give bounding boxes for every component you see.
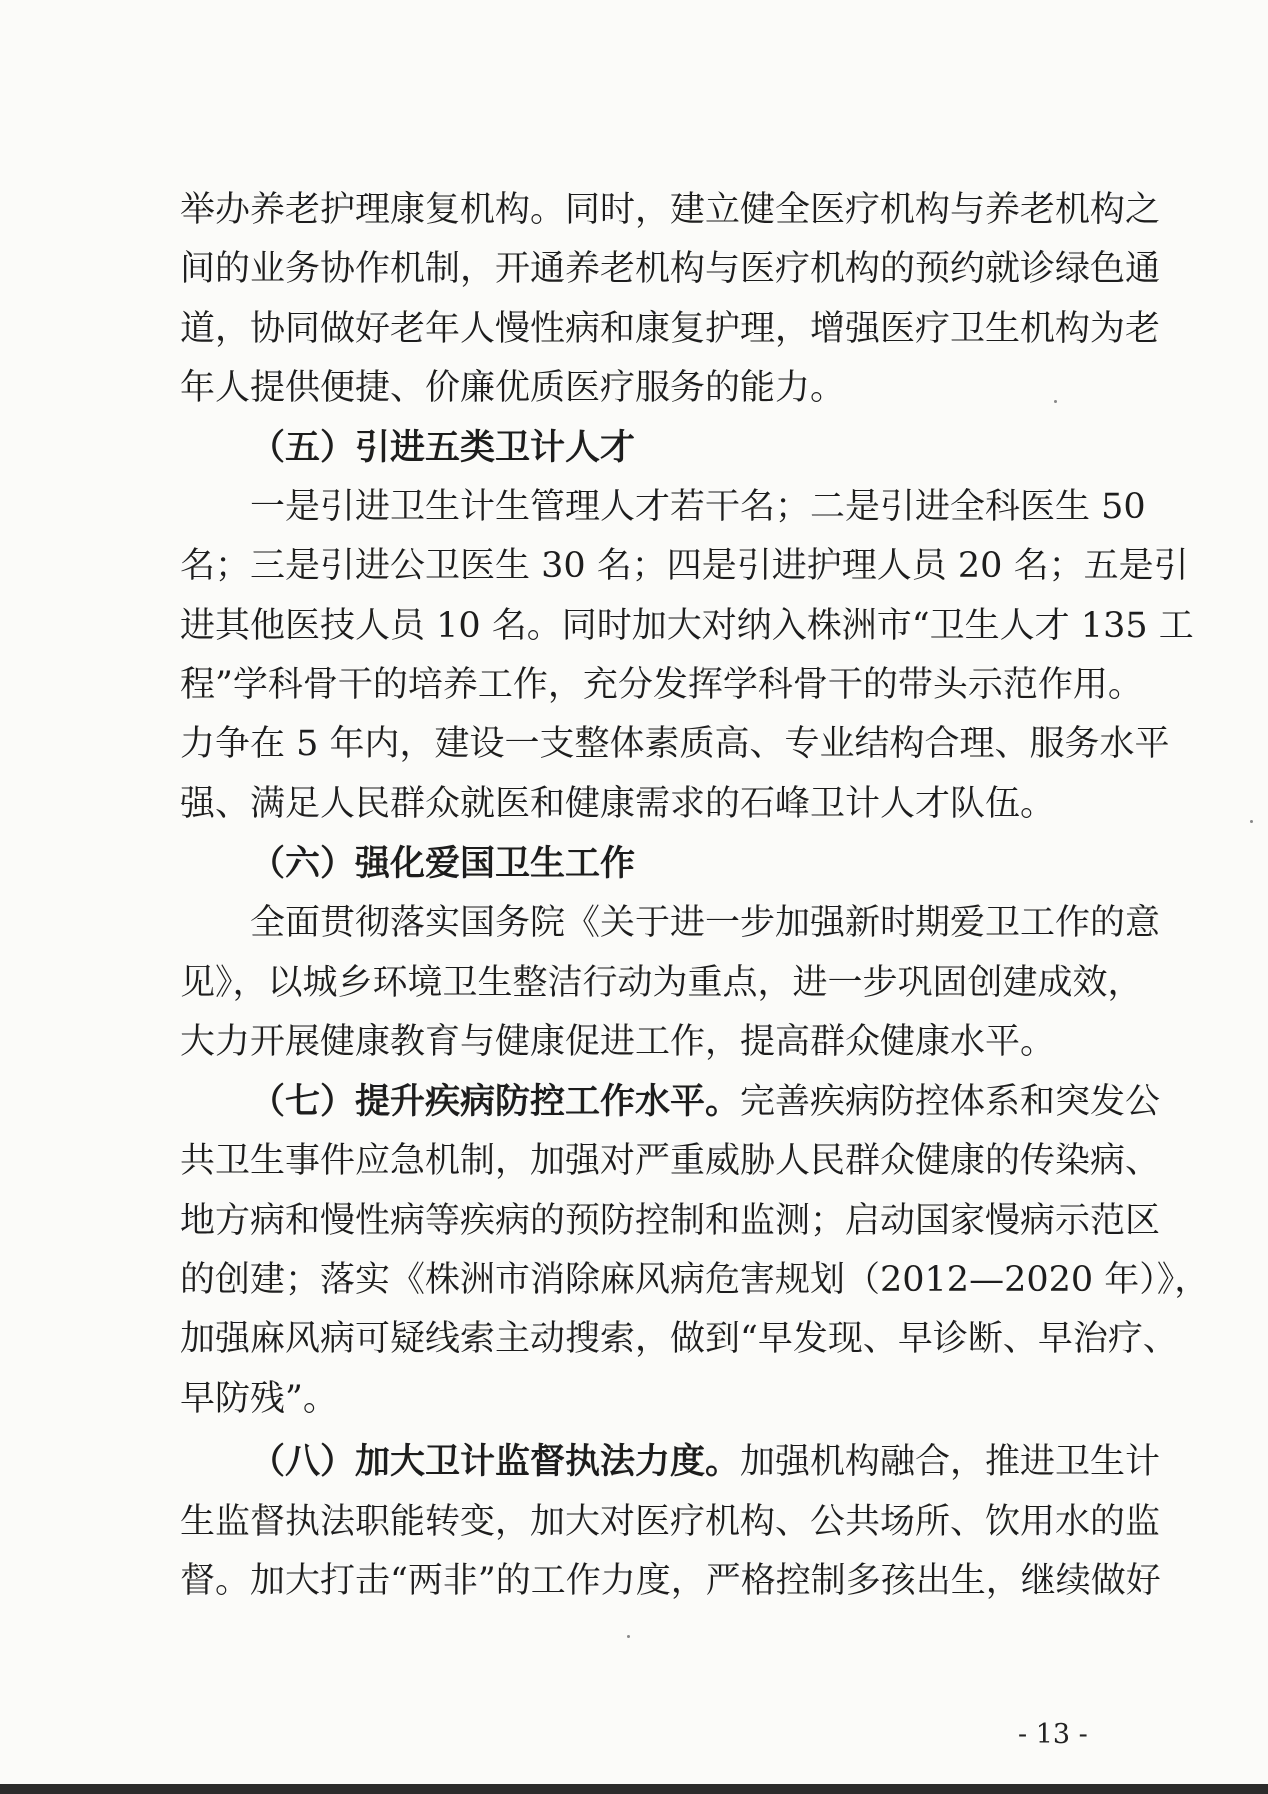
scan-edge [0,1784,1268,1794]
text-line: 大力开展健康教育与健康促进工作，提高群众健康水平。 [180,1022,1056,1062]
text-line: 的创建；落实《株洲市消除麻风病危害规划（2012—2020 年）》， [180,1260,1210,1300]
text-line: 程”学科骨干的培养工作，充分发挥学科骨干的带头示范作用。 [180,665,1143,705]
text-line: 道，协同做好老年人慢性病和康复护理，增强医疗卫生机构为老 [180,309,1161,349]
section-heading: （六）强化爱国卫生工作 [250,844,636,884]
inline-heading: （七）提升疾病防控工作水平。 [250,1082,741,1122]
inline-text: 完善疾病防控体系和突发公 [740,1082,1161,1122]
scan-speck [627,1635,630,1638]
text-line: 名；三是引进公卫医生 30 名；四是引进护理人员 20 名；五是引 [180,546,1189,586]
text-line [250,1434,1161,1490]
text-line: 生监督执法职能转变，加大对医疗机构、公共场所、饮用水的监 [180,1502,1161,1542]
text-line: 全面贯彻落实国务院《关于进一步加强新时期爱卫工作的意 [250,903,1161,943]
scan-speck [1250,820,1253,823]
text-line [250,1074,1161,1130]
text-line: 地方病和慢性病等疾病的预防控制和监测；启动国家慢病示范区 [180,1201,1161,1241]
text-line: 举办养老护理康复机构。同时，建立健全医疗机构与养老机构之 [180,190,1161,230]
text-line: 力争在 5 年内，建设一支整体素质高、专业结构合理、服务水平 [180,724,1170,764]
text-line: 强、满足人民群众就医和健康需求的石峰卫计人才队伍。 [180,784,1056,824]
inline-text: 加强机构融合，推进卫生计 [740,1442,1161,1482]
inline-heading: （八）加大卫计监督执法力度。 [250,1442,741,1482]
text-line: 间的业务协作机制，开通养老机构与医疗机构的预约就诊绿色通 [180,249,1161,289]
text-line: 加强麻风病可疑线索主动搜索，做到“早发现、早诊断、早治疗、 [180,1319,1178,1359]
text-line: 共卫生事件应急机制，加强对严重威胁人民群众健康的传染病、 [180,1141,1161,1181]
text-line: 年人提供便捷、价廉优质医疗服务的能力。 [180,368,846,408]
text-line: 督。加大打击“两非”的工作力度，严格控制多孩出生，继续做好 [180,1561,1161,1601]
text-line: 进其他医技人员 10 名。同时加大对纳入株洲市“卫生人才 135 工 [180,606,1194,646]
scan-speck [1054,400,1057,403]
text-line: 早防残”。 [180,1379,338,1419]
text-line: 见》，以城乡环境卫生整洁行动为重点，进一步巩固创建成效， [180,963,1143,1003]
text-line: 一是引进卫生计生管理人才若干名；二是引进全科医生 50 [250,487,1146,527]
section-heading: （五）引进五类卫计人才 [250,428,636,468]
page-number: - 13 - [1018,1719,1088,1750]
